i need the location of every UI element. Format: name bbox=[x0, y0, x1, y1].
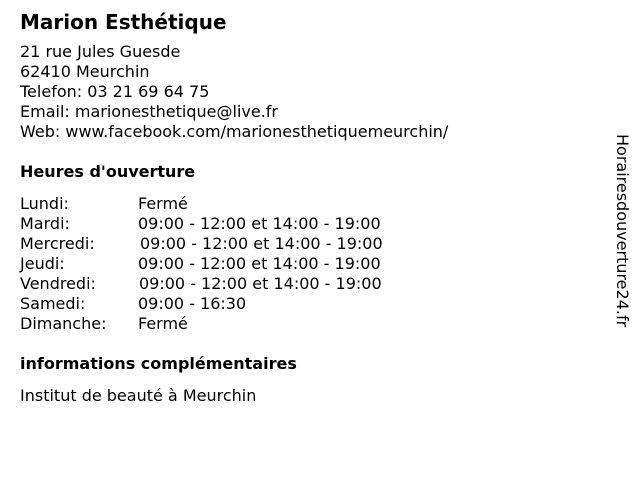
address-city: 62410 Meurchin bbox=[20, 62, 150, 81]
hours-value: Fermé bbox=[138, 194, 188, 213]
email-line: Email: marionesthetique@live.fr bbox=[20, 102, 279, 121]
web-line: Web: www.facebook.com/marionesthetiquemeurchin/ bbox=[20, 122, 449, 141]
hours-row-mardi bbox=[20, 214, 600, 234]
hours-value: Fermé bbox=[138, 314, 188, 333]
business-name: Marion Esthétique bbox=[20, 10, 227, 34]
hours-day: Jeudi: bbox=[20, 254, 65, 273]
business-card bbox=[20, 10, 600, 406]
opening-hours-heading: Heures d'ouverture bbox=[20, 162, 196, 181]
hours-row-dimanche bbox=[20, 314, 600, 334]
hours-day: Lundi: bbox=[20, 194, 69, 213]
hours-value: 09:00 - 12:00 et 14:00 - 19:00 bbox=[140, 234, 383, 253]
hours-day: Vendredi: bbox=[20, 274, 96, 293]
hours-value: 09:00 - 12:00 et 14:00 - 19:00 bbox=[138, 214, 381, 233]
hours-value: 09:00 - 12:00 et 14:00 - 19:00 bbox=[138, 254, 381, 273]
hours-row-samedi bbox=[20, 294, 600, 314]
hours-value: 09:00 - 12:00 et 14:00 - 19:00 bbox=[139, 274, 382, 293]
hours-day: Samedi: bbox=[20, 294, 86, 313]
address-street: 21 rue Jules Guesde bbox=[20, 42, 181, 61]
hours-day: Mercredi: bbox=[20, 234, 95, 253]
additional-info-heading: informations complémentaires bbox=[20, 354, 297, 373]
hours-row-vendredi bbox=[20, 274, 600, 294]
opening-hours-table bbox=[20, 194, 600, 334]
additional-info-text: Institut de beauté à Meurchin bbox=[20, 386, 257, 405]
site-watermark: Horairesdouverture24.fr bbox=[613, 134, 632, 328]
hours-value: 09:00 - 16:30 bbox=[138, 294, 247, 313]
hours-day: Dimanche: bbox=[20, 314, 107, 333]
hours-row-lundi bbox=[20, 194, 600, 214]
hours-day: Mardi: bbox=[20, 214, 70, 233]
hours-row-mercredi bbox=[20, 234, 600, 254]
phone-line: Telefon: 03 21 69 64 75 bbox=[20, 82, 210, 101]
hours-row-jeudi bbox=[20, 254, 600, 274]
